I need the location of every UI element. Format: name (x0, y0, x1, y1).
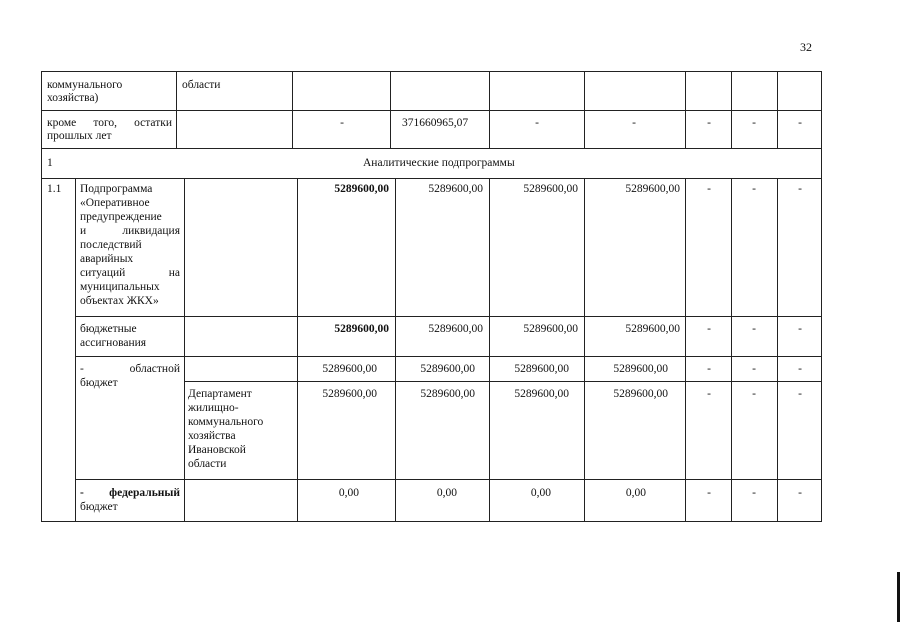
regional-budget-y2: 5289600,00 (514, 363, 569, 375)
subprogram-y1: 5289600,00 (428, 183, 483, 195)
row-divider (42, 148, 821, 149)
federal-budget-y2: 0,00 (530, 487, 551, 499)
col-divider (395, 178, 396, 521)
col-divider (584, 178, 585, 521)
federal-budget-total: 0,00 (338, 487, 359, 499)
department-y6: - (798, 388, 802, 400)
section-title: Аналитические подпрограммы (363, 157, 515, 169)
federal-budget-y3: 0,00 (625, 487, 646, 499)
budget-allocations-name: бюджетные (80, 323, 137, 335)
department-y5: - (752, 388, 756, 400)
col-divider (489, 178, 490, 521)
col-divider (297, 178, 298, 521)
row-remainder-name: кроме того, остатки (47, 117, 172, 129)
col-divider (292, 72, 293, 148)
row-divider (75, 479, 821, 480)
department-total: 5289600,00 (322, 388, 377, 400)
row-divider (184, 381, 821, 382)
row-remainder-y2: - (535, 117, 539, 129)
row-remainder-y6: - (798, 117, 802, 129)
row-remainder-y1: 371660965,07 (402, 117, 469, 129)
row-divider (75, 356, 821, 357)
row-divider (42, 178, 821, 179)
department-y2: 5289600,00 (514, 388, 569, 400)
col-divider (489, 72, 490, 148)
col-divider (390, 72, 391, 148)
row-remainder-y4: - (707, 117, 711, 129)
budget-allocations-y5: - (752, 323, 756, 335)
budget-allocations-y2: 5289600,00 (523, 323, 578, 335)
subprogram-y3: 5289600,00 (625, 183, 680, 195)
regional-budget-y1: 5289600,00 (420, 363, 475, 375)
budget-table: коммунального хозяйства) области кроме того, остатки прошлых лет - 371660965,07 - - - - - 1 Аналитические подпрограммы 1.1 Подпрограмма «Оперативное предупреждение и ликвидация последствий аварийных ситуаций на муниципальных объектах ЖКХ» 5289600,00 5289600,00 5289600,00 5289600,00 - - - бюджетные ассигнования 5289600,00 5289600,00 5289600,00 5289600,00 - - - - областной бюджет 5289600,00 5289600,00 5289600,00 5289600,00 - - - Департамент жилищно- коммунального хозяйства Ивановской области 5289600,00 5289600,00 5289600,00 5289600,00 - - - - федеральный бюджет 0,00 0,00 0,00 0,00 - - - (41, 71, 822, 522)
budget-allocations-y4: - (707, 323, 711, 335)
row-remainder-y3: - (632, 117, 636, 129)
col-divider (584, 72, 585, 148)
department-y1: 5289600,00 (420, 388, 475, 400)
regional-budget-name: - областной (80, 363, 180, 375)
federal-budget-name: - федеральный (80, 487, 180, 499)
col-divider (685, 72, 686, 148)
budget-allocations-y6: - (798, 323, 802, 335)
col-divider (731, 178, 732, 521)
regional-budget-total: 5289600,00 (322, 363, 377, 375)
subprogram-total: 5289600,00 (334, 183, 389, 195)
regional-budget-y5: - (752, 363, 756, 375)
row-continuation-name: коммунального (47, 79, 123, 91)
binding-edge-mark (897, 572, 900, 622)
regional-budget-y6: - (798, 363, 802, 375)
regional-budget-y3: 5289600,00 (613, 363, 668, 375)
col-divider (777, 72, 778, 148)
col-divider (184, 178, 185, 521)
subprogram-y4: - (707, 183, 711, 195)
regional-budget-y4: - (707, 363, 711, 375)
federal-budget-y4: - (707, 487, 711, 499)
regional-budget-name: бюджет (80, 377, 118, 389)
budget-allocations-y1: 5289600,00 (428, 323, 483, 335)
col-divider (75, 178, 76, 521)
section-number: 1 (47, 157, 53, 169)
budget-allocations-name: ассигнования (80, 337, 147, 349)
col-divider (777, 178, 778, 521)
budget-allocations-y3: 5289600,00 (625, 323, 680, 335)
federal-budget-name: бюджет (80, 501, 118, 513)
federal-budget-y1: 0,00 (436, 487, 457, 499)
federal-budget-y5: - (752, 487, 756, 499)
col-divider (731, 72, 732, 148)
page-number: 32 (800, 40, 812, 54)
department-y3: 5289600,00 (613, 388, 668, 400)
row-remainder-total: - (340, 117, 344, 129)
subprogram-y6: - (798, 183, 802, 195)
row-remainder-name: прошлых лет (47, 130, 112, 142)
federal-budget-y6: - (798, 487, 802, 499)
row-continuation-name: хозяйства) (47, 92, 99, 104)
subprogram-number: 1.1 (47, 183, 62, 195)
row-remainder-y5: - (752, 117, 756, 129)
col-divider (685, 178, 686, 521)
row-divider (75, 316, 821, 317)
row-continuation-executor: области (182, 79, 221, 91)
row-divider (42, 110, 821, 111)
col-divider (176, 72, 177, 148)
department-y4: - (707, 388, 711, 400)
subprogram-y5: - (752, 183, 756, 195)
budget-allocations-total: 5289600,00 (334, 323, 389, 335)
subprogram-y2: 5289600,00 (523, 183, 578, 195)
